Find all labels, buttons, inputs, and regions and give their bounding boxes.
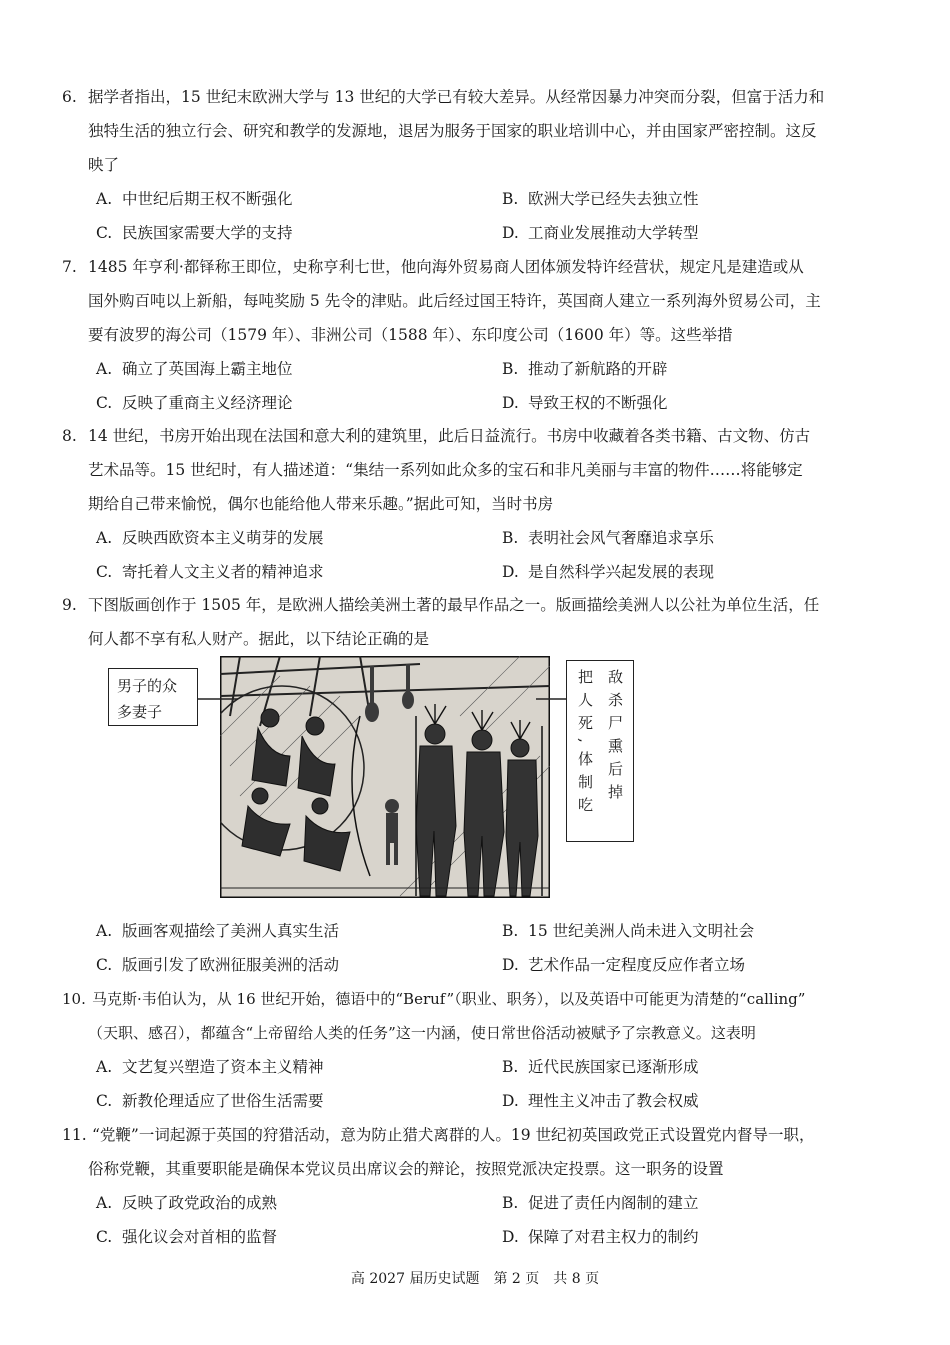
question-line: 映了 [88, 156, 120, 174]
option-row [62, 216, 888, 250]
question-9-options [62, 914, 888, 982]
option-c[interactable]: C. 寄托着人文主义者的精神追求 [96, 563, 324, 581]
question-10 [62, 982, 888, 1118]
option-c[interactable]: C. 民族国家需要大学的支持 [96, 224, 293, 242]
option-row [62, 386, 888, 420]
option-row [62, 948, 888, 982]
callout-column: 把人死,体制吃 [576, 669, 594, 820]
option-row [62, 1050, 888, 1084]
question-line: 8. 14 世纪，书房开始出现在法国和意大利的建筑里，此后日益流行。书房中收藏着各类书籍、古文物、仿古 [62, 419, 888, 453]
option-row [62, 1084, 888, 1118]
option-row [62, 521, 888, 555]
option-a[interactable]: A. 反映了政党政治的成熟 [96, 1194, 278, 1212]
question-line: 何人都不享有私人财产。据此，以下结论正确的是 [88, 630, 430, 648]
question-7 [62, 250, 888, 420]
option-b[interactable]: B. 表明社会风气奢靡追求享乐 [502, 529, 715, 547]
option-row [62, 182, 888, 216]
question-line: 国外购百吨以上新船，每吨奖励 5 先令的津贴。此后经过国王特许，英国商人建立一系列海外贸易公司，主 [88, 292, 821, 310]
question-line: 俗称党鞭，其重要职能是确保本党议员出席议会的辩论，按照党派决定投票。这一职务的设置 [88, 1160, 724, 1178]
option-row [62, 1186, 888, 1220]
question-line: 独特生活的独立行会、研究和教学的发源地，退居为服务于国家的职业培训中心，并由国家严密控制。这反 [88, 122, 817, 140]
option-c[interactable]: C. 反映了重商主义经济理论 [96, 394, 293, 412]
question-number: 7. [62, 258, 77, 276]
question-number: 6. [62, 88, 77, 106]
option-row [62, 352, 888, 386]
callout-cannibalism [566, 660, 634, 842]
option-a[interactable]: A. 文艺复兴塑造了资本主义精神 [96, 1058, 324, 1076]
option-row [62, 555, 888, 589]
option-a[interactable]: A. 版画客观描绘了美洲人真实生活 [96, 922, 340, 940]
option-a[interactable]: A. 确立了英国海上霸主地位 [96, 360, 293, 378]
callout-column: 敌杀尸熏后掉 [606, 669, 624, 807]
question-line: 要有波罗的海公司（1579 年）、非洲公司（1588 年）、东印度公司（1600 年）等。这些举措 [88, 326, 733, 344]
question-line: 9. 下图版画创作于 1505 年，是欧洲人描绘美洲土著的最早作品之一。版画描绘美洲人以公社为单位生活，任 [62, 588, 888, 622]
question-number: 8. [62, 427, 77, 445]
option-c[interactable]: C. 强化议会对首相的监督 [96, 1228, 278, 1246]
callout-pointer-left [198, 694, 238, 704]
woodcut-figure [220, 656, 550, 898]
question-line: 7. 1485 年亨利·都铎称王即位，史称亨利七世，他向海外贸易商人团体颁发特许经营状，规定凡是建造或从 [62, 250, 888, 284]
question-line: 期给自己带来愉悦，偶尔也能给他人带来乐趣。”据此可知，当时书房 [88, 495, 554, 513]
question-11 [62, 1118, 888, 1254]
callout-pointer-right [536, 694, 566, 704]
question-number: 9. [62, 596, 77, 614]
question-line: （天职、感召），都蕴含“上帝留给人类的任务”这一内涵，使日常世俗活动被赋予了宗教意义。这表明 [88, 1024, 756, 1042]
option-b[interactable]: B. 促进了责任内阁制的建立 [502, 1194, 699, 1212]
question-line: 10. 马克斯·韦伯认为，从 16 世纪开始，德语中的“Beruf”（职业、职务），以及英语中可能更为清楚的“calling” [62, 982, 888, 1016]
option-d[interactable]: D. 理性主义冲击了教会权威 [502, 1092, 699, 1110]
option-c[interactable]: C. 新教伦理适应了世俗生活需要 [96, 1092, 324, 1110]
option-d[interactable]: D. 工商业发展推动大学转型 [502, 224, 699, 242]
option-b[interactable]: B. 15 世纪美洲人尚未进入文明社会 [502, 922, 755, 940]
question-6 [62, 80, 888, 250]
question-number: 10. [62, 990, 86, 1008]
question-8 [62, 419, 888, 589]
question-line: 6. 据学者指出，15 世纪末欧洲大学与 13 世纪的大学已有较大差异。从经常因暴力冲突而分裂，但富于活力和 [62, 80, 888, 114]
callout-wives: 男子的众 多妻子 [108, 668, 198, 726]
option-a[interactable]: A. 反映西欧资本主义萌芽的发展 [96, 529, 324, 547]
option-a[interactable]: A. 中世纪后期王权不断强化 [96, 190, 293, 208]
option-b[interactable]: B. 欧洲大学已经失去独立性 [502, 190, 699, 208]
option-b[interactable]: B. 近代民族国家已逐渐形成 [502, 1058, 699, 1076]
option-d[interactable]: D. 是自然科学兴起发展的表现 [502, 563, 715, 581]
option-row [62, 914, 888, 948]
option-d[interactable]: D. 艺术作品一定程度反应作者立场 [502, 956, 746, 974]
question-line: 11. “党鞭”一词起源于英国的狩猎活动，意为防止猎犬离群的人。19 世纪初英国政党正式设置党内督导一职， [62, 1118, 888, 1152]
option-row [62, 1220, 888, 1254]
question-9 [62, 588, 888, 656]
option-c[interactable]: C. 版画引发了欧洲征服美洲的活动 [96, 956, 340, 974]
question-number: 11. [62, 1126, 87, 1144]
option-d[interactable]: D. 导致王权的不断强化 [502, 394, 668, 412]
option-d[interactable]: D. 保障了对君主权力的制约 [502, 1228, 699, 1246]
option-b[interactable]: B. 推动了新航路的开辟 [502, 360, 668, 378]
page-footer: 高 2027 届历史试题 第 2 页 共 8 页 [350, 1271, 600, 1287]
question-line: 艺术品等。15 世纪时，有人描述道：“集结一系列如此众多的宝石和非凡美丽与丰富的物件……将能够定 [88, 461, 803, 479]
